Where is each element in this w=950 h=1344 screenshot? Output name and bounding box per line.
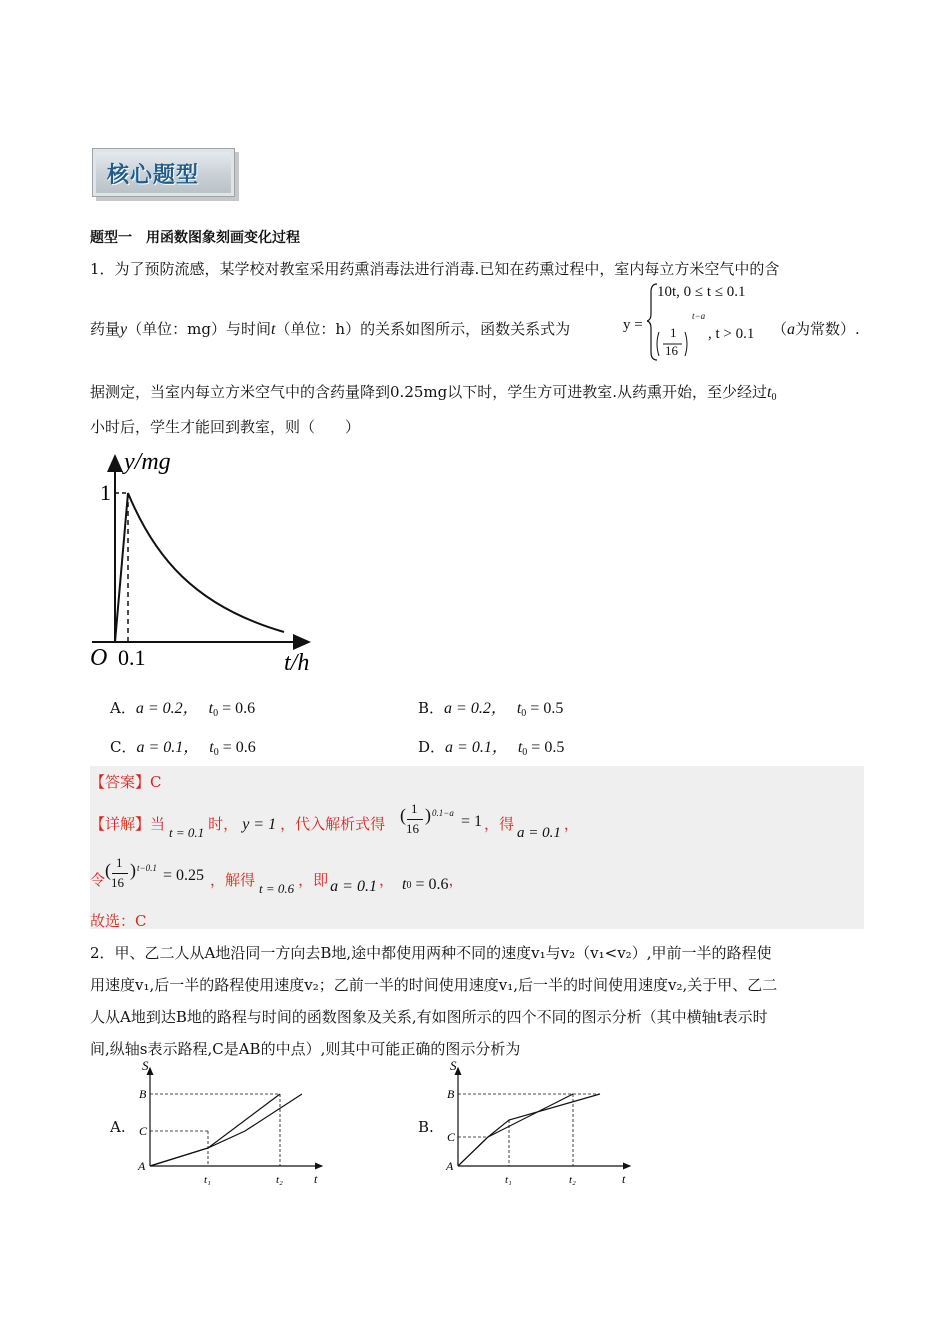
detail-text: 时， — [208, 815, 239, 833]
frac-den: 16 — [111, 875, 124, 890]
option-a-value: a = 0.1， — [445, 739, 508, 756]
detail-line2-rest — [210, 869, 463, 897]
type-heading: 题型一 用函数图象刻画变化过程 — [90, 230, 300, 246]
a-label: A — [138, 1159, 146, 1173]
decay-curve — [128, 493, 284, 632]
option-letter: C． — [110, 738, 137, 756]
y-axis-label: y/mg — [124, 449, 171, 475]
option-t0-value: = 0.6 — [218, 700, 256, 717]
t-label: t — [622, 1172, 626, 1186]
detail-text: ， — [378, 871, 394, 889]
option-t0-sub: 0 — [213, 747, 219, 758]
t-label: t — [314, 1172, 318, 1186]
paren-close: ) — [425, 805, 431, 825]
c-label: C — [447, 1130, 456, 1144]
option-letter: B． — [418, 699, 445, 717]
paren-open: ( — [105, 860, 111, 880]
detail-t0: t — [401, 876, 407, 893]
detail-t0-value: = 0.6 — [411, 876, 449, 893]
option-a-value: a = 0.2， — [444, 700, 507, 717]
q1-line1: 1．为了预防流感，某学校对教室采用药熏消毒法进行消毒.已知在药熏过程中，室内每立方米空气中的含 — [90, 260, 780, 278]
option-t0: t — [517, 739, 523, 756]
option-t0-value: = 0.6 — [218, 739, 256, 756]
paren-right — [685, 332, 687, 356]
detail-line1 — [90, 813, 385, 841]
s-label: S — [142, 1060, 149, 1073]
formula-frac-num: 1 — [670, 325, 677, 340]
q1-text: 药量 — [90, 320, 121, 338]
graph-a-label: A. — [110, 1118, 126, 1136]
q2-line3: 人从A地到达B地的路程与时间的函数图象及关系,有如图所示的四个不同的图示分析（其中横轴t表示时 — [90, 1008, 768, 1026]
formula-frac-den: 16 — [665, 343, 678, 358]
formula-cond: , t > 0.1 — [708, 326, 755, 342]
graph-b-label: B. — [418, 1118, 434, 1136]
rise-curve — [115, 493, 128, 642]
q1-text: （ — [772, 320, 788, 338]
option-a-value: a = 0.2， — [135, 700, 199, 717]
var-t: t — [270, 321, 276, 338]
detail-label: 【详解】 — [90, 815, 151, 833]
q1-text: （单位：h）的关系如图所示，函数关系式为 — [275, 320, 571, 338]
frac-den: 16 — [406, 821, 419, 836]
formula-top: 10t, 0 ≤ t ≤ 0.1 — [657, 284, 746, 300]
q1-text: 据测定，当室内每立方米空气中的含药量降到0.25mg以下时，学生方可进教室.从药熏开始，至少经过 — [90, 383, 767, 401]
frac-bar — [112, 873, 128, 874]
var-a: a — [787, 321, 796, 338]
q1-line2-right — [772, 318, 860, 339]
q2-graph-b — [438, 1060, 638, 1190]
s-label: S — [450, 1060, 457, 1073]
option-t0-value: = 0.5 — [526, 700, 564, 717]
detail-eq-one: = 1 — [461, 813, 483, 830]
detail-text: ，即 — [298, 871, 329, 889]
detail-text: ， — [448, 871, 464, 889]
option-t0-value: = 0.5 — [527, 739, 565, 756]
x-tick-label: 0.1 — [118, 645, 146, 670]
frac-num: 1 — [411, 801, 418, 816]
a-label: A — [446, 1159, 454, 1173]
path-yi — [150, 1094, 302, 1166]
t2-label: t₂ — [569, 1174, 576, 1186]
detail-text: ，代入解析式得 — [280, 815, 386, 833]
choose-line: 故选：C — [90, 912, 147, 930]
paren-left — [657, 332, 659, 356]
q1-text: （单位：mg）与时间 — [127, 320, 271, 338]
detail-a-eq: a = 0.1 — [330, 878, 377, 895]
y-tick-label: 1 — [100, 480, 111, 505]
detail-line2-start: 令 — [90, 871, 106, 889]
option-a[interactable] — [110, 695, 255, 719]
option-d[interactable] — [418, 734, 564, 758]
q2-line4: 间,纵轴s表示路程,C是AB的中点）,则其中可能正确的图示分析为 — [90, 1040, 521, 1058]
path-yi — [458, 1094, 600, 1166]
t1-label: t₁ — [505, 1174, 512, 1186]
b-label: B — [139, 1087, 147, 1101]
path-jia — [150, 1094, 280, 1166]
option-t0: t — [516, 700, 522, 717]
q2-graph-a — [130, 1060, 330, 1190]
q1-line4: 小时后，学生才能回到教室，则（ ） — [90, 418, 361, 436]
q1-line2-left — [90, 318, 570, 339]
q1-text: 为常数）. — [795, 320, 860, 338]
t0-symbol: t — [767, 384, 772, 401]
detail-t0-sub: 0 — [406, 880, 412, 891]
answer-box — [90, 766, 864, 929]
option-t0: t — [209, 739, 214, 756]
origin-label: O — [90, 645, 108, 671]
option-t0: t — [208, 700, 214, 717]
detail-line1-end — [484, 813, 579, 842]
option-letter: A． — [110, 699, 136, 717]
section-badge-label: 核心题型 — [107, 163, 200, 188]
detail-text: 当 — [150, 815, 166, 833]
x-axis-label: t/h — [284, 650, 310, 674]
detail-t-eq: t = 0.6 — [259, 881, 295, 896]
frac-bar — [407, 819, 423, 820]
option-t0-sub: 0 — [521, 708, 527, 719]
option-t0-sub: 0 — [522, 747, 528, 758]
q1-line3 — [90, 381, 776, 403]
paren-close: ) — [130, 860, 136, 880]
q2-line2: 用速度v₁,后一半的路程使用速度v₂；乙前一半的时间使用速度v₁,后一半的时间使用速度v₂,关于甲、乙二 — [90, 976, 778, 994]
detail-y-eq: y = 1 — [242, 816, 277, 833]
q1-graph — [84, 446, 324, 674]
t0-sub: 0 — [771, 392, 777, 403]
section-badge — [92, 148, 235, 197]
formula-y-eq: y = — [623, 317, 643, 333]
t1-label: t₁ — [204, 1174, 211, 1186]
formula-exp: t−a — [692, 311, 706, 321]
var-y: y — [120, 321, 128, 338]
option-c[interactable] — [110, 734, 256, 758]
answer-label: 【答案】C — [90, 773, 162, 791]
frac-num: 1 — [116, 855, 123, 870]
option-t0-sub: 0 — [213, 708, 219, 719]
t2-label: t₂ — [276, 1174, 283, 1186]
option-b[interactable] — [418, 695, 563, 719]
option-a-value: a = 0.1， — [136, 739, 200, 756]
detail-a-eq: a = 0.1 — [517, 825, 561, 841]
paren-open: ( — [400, 805, 406, 825]
c-label: C — [139, 1124, 148, 1138]
detail-exponent: 0.1−a — [432, 808, 454, 818]
detail-exponent: t−0.1 — [137, 863, 157, 873]
detail-t-eq: t = 0.1 — [169, 825, 205, 840]
detail-eq-quarter: = 0.25 — [163, 867, 205, 884]
b-label: B — [447, 1087, 455, 1101]
detail-text: ，解得 — [210, 871, 256, 889]
option-letter: D． — [418, 738, 446, 756]
path-jia — [458, 1094, 573, 1166]
piecewise-brace — [647, 284, 657, 360]
detail-text: ， — [563, 815, 579, 833]
detail-text: ，得 — [484, 815, 515, 833]
q2-line1: 2．甲、乙二人从A地沿同一方向去B地,途中都使用两种不同的速度v₁与v₂（v₁<v₂）,甲前一半的路程使 — [90, 944, 772, 962]
